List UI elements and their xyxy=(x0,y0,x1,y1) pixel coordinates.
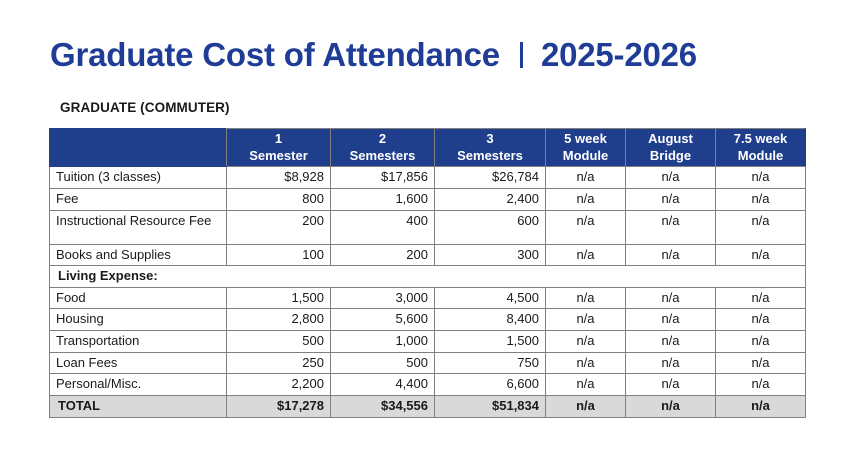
row-label-personal-misc: Personal/Misc. xyxy=(50,374,227,396)
row-label-transportation: Transportation xyxy=(50,331,227,353)
cell-personal-misc-2-semesters: 4,400 xyxy=(331,374,435,396)
cell-transportation-august-bridge: n/a xyxy=(626,331,716,353)
cell-housing-1-semester: 2,800 xyxy=(227,309,331,331)
cell-housing-3-semesters: 8,400 xyxy=(435,309,546,331)
cell-instructional-resource-fee-2-semesters: 400 xyxy=(331,210,435,244)
column-header-75-week-module xyxy=(716,129,806,167)
table-row xyxy=(50,188,806,210)
cell-instructional-resource-fee-75-week-module: n/a xyxy=(716,210,806,244)
row-label-instructional-resource-fee: Instructional Resource Fee xyxy=(50,210,227,244)
column-header-75-week-module-line1: 7.5 week xyxy=(733,131,788,146)
cost-table xyxy=(49,128,806,418)
row-label-tuition: Tuition (3 classes) xyxy=(50,167,227,189)
table-row xyxy=(50,287,806,309)
table-caption: GRADUATE (COMMUTER) xyxy=(60,100,230,115)
table-row xyxy=(50,352,806,374)
cell-books-and-supplies-2-semesters: 200 xyxy=(331,244,435,266)
column-header-75-week-module-line2: Module xyxy=(737,147,784,163)
column-header-2-semesters-line1: 2 xyxy=(378,131,387,146)
table-body xyxy=(50,167,806,417)
cell-tuition-august-bridge: n/a xyxy=(626,167,716,189)
cell-instructional-resource-fee-1-semester: 200 xyxy=(227,210,331,244)
column-header-august-bridge xyxy=(626,129,716,167)
row-label-food: Food xyxy=(50,287,227,309)
cell-loan-fees-5-week-module: n/a xyxy=(546,352,626,374)
table-row xyxy=(50,331,806,353)
table-row xyxy=(50,374,806,396)
cell-personal-misc-1-semester: 2,200 xyxy=(227,374,331,396)
table-section-row-living-expense xyxy=(50,266,806,288)
cell-loan-fees-75-week-module: n/a xyxy=(716,352,806,374)
cell-personal-misc-august-bridge: n/a xyxy=(626,374,716,396)
column-header-3-semesters-line1: 3 xyxy=(486,131,494,146)
column-header-5-week-module-line2: Module xyxy=(562,147,609,163)
cell-personal-misc-3-semesters: 6,600 xyxy=(435,374,546,396)
column-header-1-semester-line2: Semester xyxy=(249,147,308,163)
row-label-loan-fees: Loan Fees xyxy=(50,352,227,374)
cell-fee-3-semesters: 2,400 xyxy=(435,188,546,210)
cell-food-2-semesters: 3,000 xyxy=(331,287,435,309)
cell-loan-fees-3-semesters: 750 xyxy=(435,352,546,374)
cell-housing-75-week-module: n/a xyxy=(716,309,806,331)
page-title-main: Graduate Cost of Attendance xyxy=(50,36,500,73)
page-title-year: 2025-2026 xyxy=(540,36,697,73)
column-header-august-bridge-line2: Bridge xyxy=(649,147,692,163)
cell-transportation-1-semester: 500 xyxy=(227,331,331,353)
column-header-2-semesters xyxy=(331,129,435,167)
cell-fee-1-semester: 800 xyxy=(227,188,331,210)
cell-total-1-semester: $17,278 xyxy=(227,395,331,417)
cell-books-and-supplies-3-semesters: 300 xyxy=(435,244,546,266)
cell-total-august-bridge: n/a xyxy=(626,395,716,417)
column-header-1-semester-line1: 1 xyxy=(274,131,283,146)
row-label-housing: Housing xyxy=(50,309,227,331)
cell-food-75-week-module: n/a xyxy=(716,287,806,309)
table-total-row xyxy=(50,395,806,417)
cell-tuition-5-week-module: n/a xyxy=(546,167,626,189)
cell-housing-august-bridge: n/a xyxy=(626,309,716,331)
cell-loan-fees-2-semesters: 500 xyxy=(331,352,435,374)
column-header-3-semesters xyxy=(435,129,546,167)
cell-instructional-resource-fee-august-bridge: n/a xyxy=(626,210,716,244)
cell-total-75-week-module: n/a xyxy=(716,395,806,417)
cell-food-3-semesters: 4,500 xyxy=(435,287,546,309)
column-header-5-week-module xyxy=(546,129,626,167)
cell-fee-2-semesters: 1,600 xyxy=(331,188,435,210)
cost-table-container xyxy=(49,128,805,418)
column-header-august-bridge-line1: August xyxy=(648,131,693,146)
cell-fee-5-week-module: n/a xyxy=(546,188,626,210)
row-label-total: TOTAL xyxy=(50,395,227,417)
cell-instructional-resource-fee-5-week-module: n/a xyxy=(546,210,626,244)
cell-housing-2-semesters: 5,600 xyxy=(331,309,435,331)
cell-food-august-bridge: n/a xyxy=(626,287,716,309)
cell-personal-misc-75-week-module: n/a xyxy=(716,374,806,396)
table-row xyxy=(50,244,806,266)
cell-total-2-semesters: $34,556 xyxy=(331,395,435,417)
cell-books-and-supplies-5-week-module: n/a xyxy=(546,244,626,266)
cell-books-and-supplies-75-week-module: n/a xyxy=(716,244,806,266)
table-row xyxy=(50,210,806,244)
table-header-row xyxy=(50,129,806,167)
title-separator-bar xyxy=(520,42,523,68)
cell-personal-misc-5-week-module: n/a xyxy=(546,374,626,396)
cell-total-5-week-module: n/a xyxy=(546,395,626,417)
cell-food-5-week-module: n/a xyxy=(546,287,626,309)
cell-transportation-75-week-module: n/a xyxy=(716,331,806,353)
table-header xyxy=(50,129,806,167)
table-row xyxy=(50,309,806,331)
cell-transportation-2-semesters: 1,000 xyxy=(331,331,435,353)
column-header-5-week-module-line1: 5 week xyxy=(564,131,607,146)
cell-books-and-supplies-august-bridge: n/a xyxy=(626,244,716,266)
cell-transportation-5-week-module: n/a xyxy=(546,331,626,353)
cell-loan-fees-august-bridge: n/a xyxy=(626,352,716,374)
table-row xyxy=(50,167,806,189)
row-label-books-and-supplies: Books and Supplies xyxy=(50,244,227,266)
cell-books-and-supplies-1-semester: 100 xyxy=(227,244,331,266)
cell-tuition-1-semester: $8,928 xyxy=(227,167,331,189)
cell-fee-august-bridge: n/a xyxy=(626,188,716,210)
cell-fee-75-week-module: n/a xyxy=(716,188,806,210)
cell-instructional-resource-fee-3-semesters: 600 xyxy=(435,210,546,244)
row-label-living-expense: Living Expense: xyxy=(50,266,806,288)
cell-tuition-75-week-module: n/a xyxy=(716,167,806,189)
cell-tuition-2-semesters: $17,856 xyxy=(331,167,435,189)
column-header-blank xyxy=(50,129,227,167)
row-label-fee: Fee xyxy=(50,188,227,210)
page-title xyxy=(50,36,697,74)
cell-total-3-semesters: $51,834 xyxy=(435,395,546,417)
column-header-3-semesters-line2: Semesters xyxy=(457,147,523,163)
cell-food-1-semester: 1,500 xyxy=(227,287,331,309)
cell-loan-fees-1-semester: 250 xyxy=(227,352,331,374)
cell-housing-5-week-module: n/a xyxy=(546,309,626,331)
column-header-2-semesters-line2: Semesters xyxy=(349,147,416,163)
column-header-1-semester xyxy=(227,129,331,167)
cell-transportation-3-semesters: 1,500 xyxy=(435,331,546,353)
cell-tuition-3-semesters: $26,784 xyxy=(435,167,546,189)
